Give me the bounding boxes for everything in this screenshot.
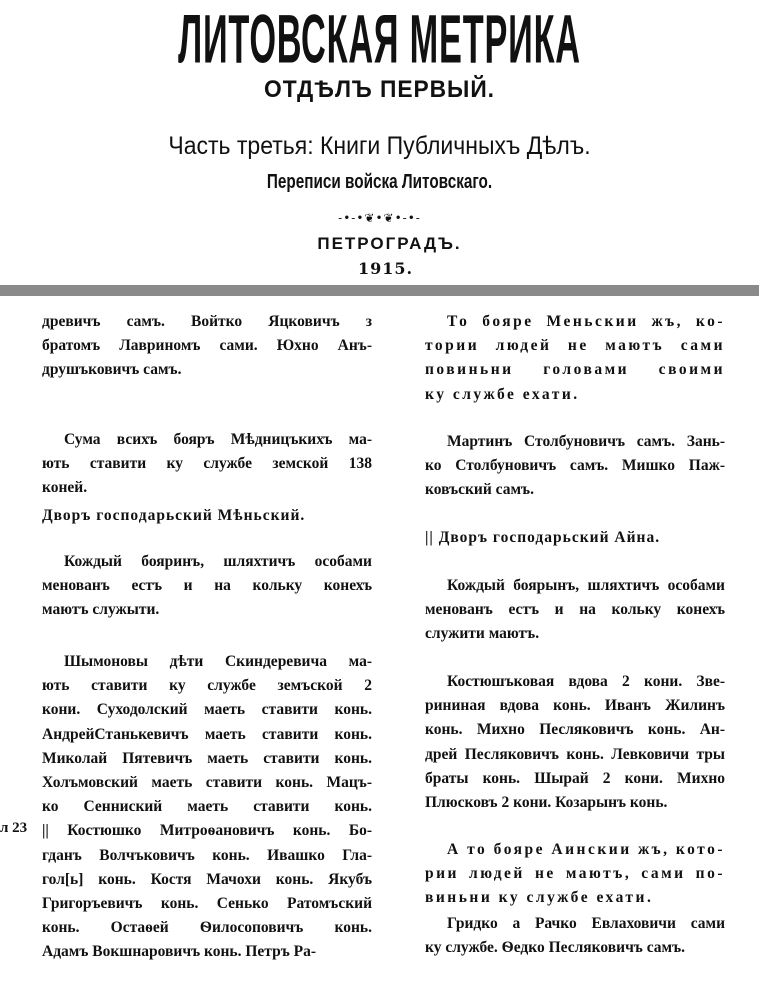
- text-line: ко Сенниский маеть ставити конь.: [42, 798, 372, 816]
- text-line: Гридко а Рачко Евлаховичи сами: [447, 915, 725, 932]
- text-line: Шымоновы дѣти Скиндеревича ма-: [64, 653, 372, 670]
- section-subtitle: Переписи войска Литовскаго.: [266, 169, 493, 193]
- text-line: коней.: [42, 479, 88, 497]
- text-line: ють ставити ку службе земъской 2: [42, 677, 372, 695]
- text-line: То бояре Меньскии жъ, ко-: [447, 313, 725, 330]
- paragraph: [42, 428, 372, 501]
- paragraph: [425, 912, 725, 960]
- text-line: ку службе ехати.: [425, 385, 580, 403]
- text-line: Плюсковъ 2 кони. Козарынъ конь.: [425, 793, 668, 811]
- paragraph: [425, 838, 725, 911]
- text-line: Кождый боярынъ, шляхтичъ особами: [447, 577, 725, 594]
- text-line: виньни ку службе ехати.: [425, 889, 654, 907]
- text-line: Миколай Пятевичъ маеть ставити конь.: [42, 749, 372, 767]
- text-line: Холъмовский маеть ставити конь. Мацъ-: [42, 773, 372, 791]
- text-line: Дворъ господарьский Мѣньский.: [42, 507, 306, 524]
- publication-year: 1915.: [357, 259, 414, 278]
- ornament-divider: -•-•❦•❦•-•-: [338, 211, 421, 225]
- text-line: АндрейСтанькевичъ маеть ставити конь.: [42, 725, 372, 743]
- text-line: || Дворъ господарьский Айна.: [425, 529, 661, 546]
- text-line: тории людей не маютъ сами: [425, 337, 725, 355]
- paragraph: [42, 550, 372, 623]
- text-line: ють ставити ку службе земской 138: [42, 455, 372, 473]
- book-title: ЛИТОВСКАЯ МЕТРИКА: [178, 2, 581, 78]
- text-line: ку службе. Ѳедко Песляковичъ самъ.: [425, 939, 686, 957]
- section-heading: [42, 504, 372, 528]
- text-line: конь. Остаѳей Ѳилосоповичъ конь.: [42, 919, 372, 937]
- text-line: || Костюшко Митроѳановичъ конь. Бо-: [42, 822, 372, 840]
- text-line: древичъ самъ. Войтко Яцковичъ з: [42, 313, 372, 330]
- text-line: конь. Михно Песляковичъ конь. Ан-: [425, 721, 725, 739]
- text-line: кони. Суходолский маеть ставити конь.: [42, 701, 372, 719]
- text-line: Адамъ Вокшнаровичъ конь. Петръ Ра-: [42, 943, 316, 961]
- text-line: Мартинъ Столбуновичъ самъ. Зань-: [447, 433, 725, 450]
- margin-note: л 23: [0, 820, 28, 836]
- text-line: гданъ Волчъковичъ конь. Ивашко Гла-: [42, 846, 372, 864]
- text-line: браты конь. Шырай 2 кони. Михно: [425, 769, 725, 787]
- paragraph: [42, 650, 372, 964]
- paragraph: [425, 670, 725, 815]
- text-line: Сума всихъ бояръ Мѣдницъкихъ ма-: [64, 431, 372, 448]
- text-line: друшъковичъ самъ.: [42, 361, 182, 379]
- paragraph: [425, 430, 725, 503]
- text-line: ковъский самъ.: [425, 481, 534, 499]
- text-line: Кождый бояринъ, шляхтичъ особами: [64, 553, 372, 570]
- paragraph: [425, 310, 725, 407]
- text-line: рии людей не маютъ, сами по-: [425, 865, 725, 883]
- paragraph: [425, 574, 725, 647]
- text-line: служити маютъ.: [425, 625, 540, 643]
- text-line: дрей Песляковичъ конь. Левковичи тры: [425, 745, 725, 763]
- text-line: гол[ь] конь. Костя Мачохи конь. Якубъ: [42, 870, 372, 888]
- section-heading: [425, 526, 725, 550]
- page-separator: [0, 285, 759, 296]
- text-line: менованъ естъ и на кольку конехъ: [425, 601, 725, 619]
- text-line: Григоръевичъ конь. Сенько Ратомъский: [42, 894, 372, 912]
- text-line: А то бояре Аинскии жъ, кото-: [447, 841, 725, 858]
- text-line: Костюшъковая вдова 2 кони. Зве-: [447, 673, 725, 690]
- text-line: повиньни головами своими: [425, 361, 725, 379]
- text-line: рининая вдова конь. Иванъ Жилинъ: [425, 697, 725, 715]
- paragraph: [42, 310, 372, 383]
- part-title: Часть третья: Книги Публичныхъ Дѣлъ.: [168, 132, 591, 160]
- publication-city: ПЕТРОГРАДЪ.: [317, 234, 462, 253]
- division-title: ОТДѢЛЪ ПЕРВЫЙ.: [264, 76, 495, 103]
- text-line: менованъ естъ и на кольку конехъ: [42, 577, 372, 595]
- text-line: братомъ Лавриномъ сами. Юхно Анъ-: [42, 337, 372, 355]
- text-line: ко Столбуновичъ самъ. Мишко Паж-: [425, 457, 725, 475]
- text-line: маютъ служыти.: [42, 601, 160, 619]
